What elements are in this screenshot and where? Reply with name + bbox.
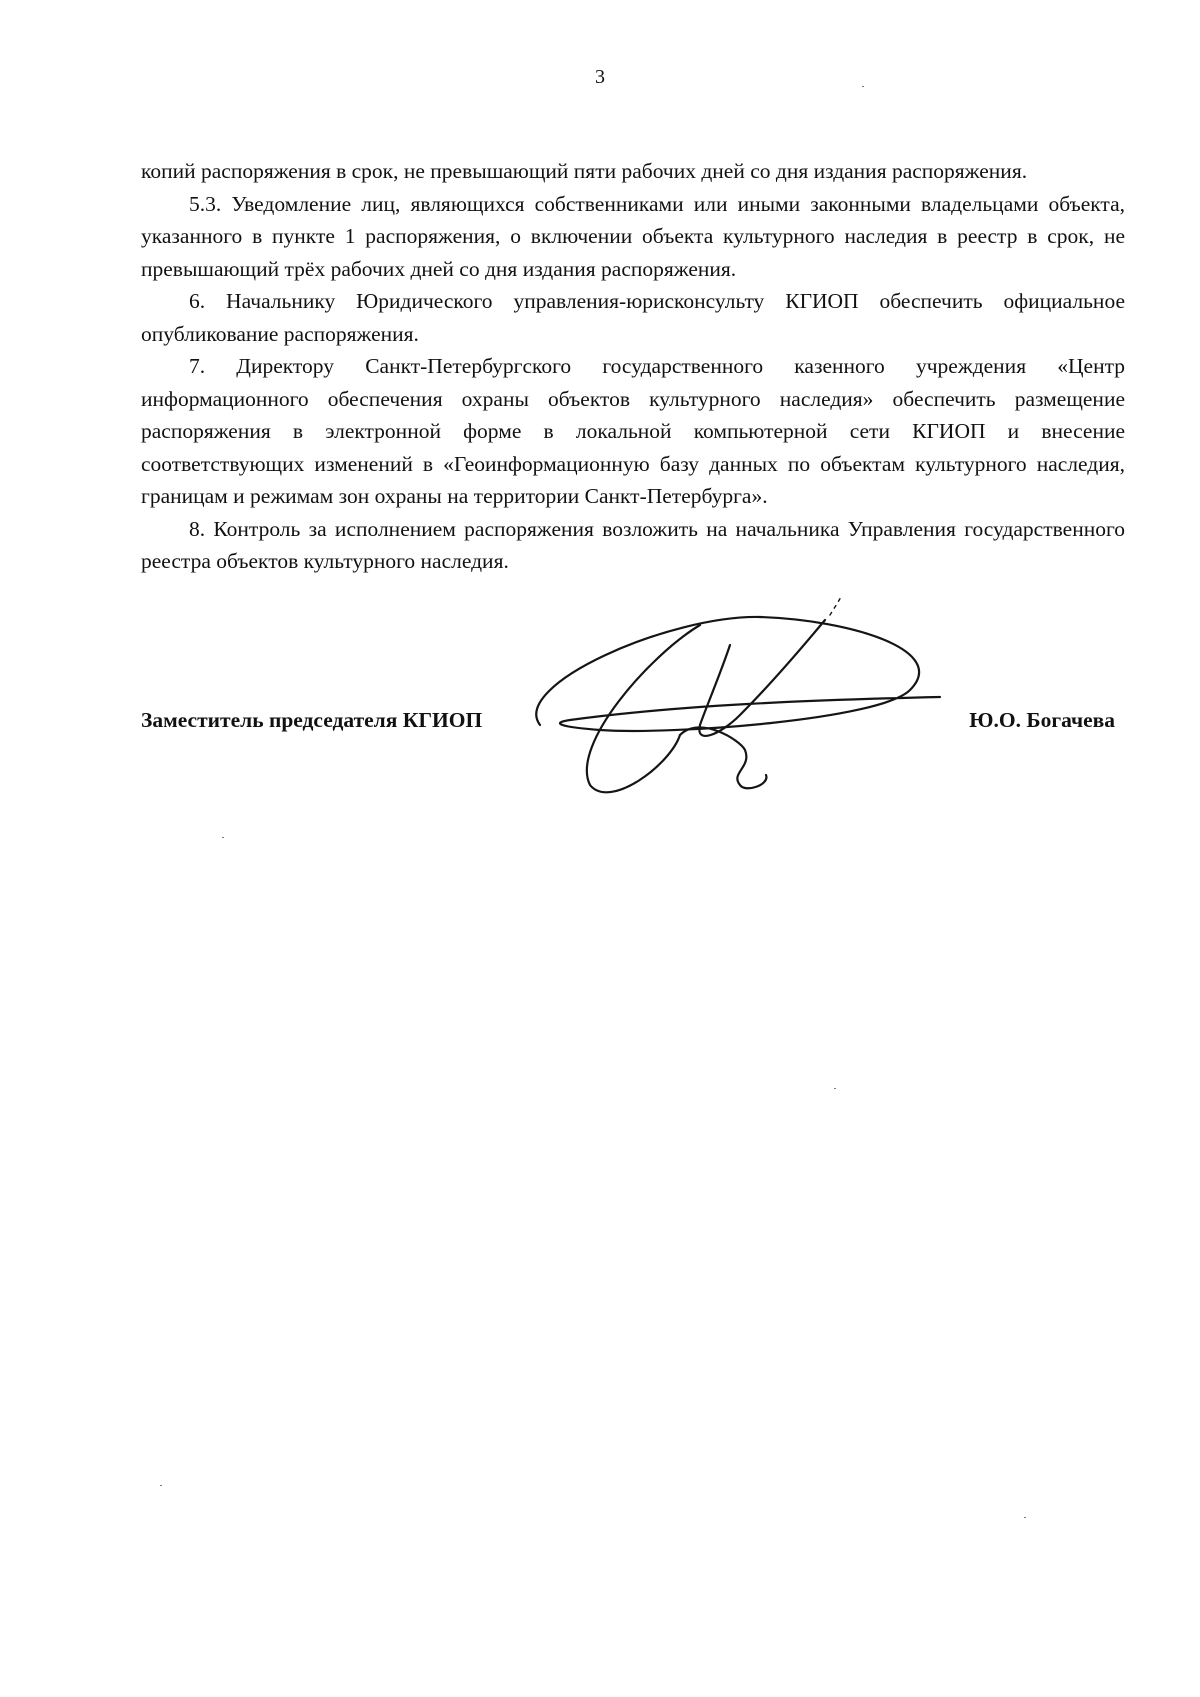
scan-speck	[834, 1088, 836, 1089]
signatory-name: Ю.О. Богачева	[969, 708, 1115, 732]
scan-speck	[160, 1485, 162, 1486]
scan-speck	[222, 837, 224, 838]
paragraph-8: 8. Контроль за исполнением распоряжения возложить на начальника Управления государственного реестра объектов культурного наследия.	[141, 516, 1125, 573]
scan-speck	[1024, 1517, 1026, 1518]
signatory-position: Заместитель председателя КГИОП	[141, 708, 483, 732]
paragraph-6: 6. Начальнику Юридического управления-юрисконсульту КГИОП обеспечить официальное опубликование распоряжения.	[141, 289, 1125, 346]
scan-speck	[862, 86, 864, 87]
signature-block	[141, 708, 1125, 742]
handwritten-signature	[530, 595, 980, 815]
document-body	[141, 155, 1125, 578]
paragraph-5-3: 5.3. Уведомление лиц, являющихся собственниками или иными законными владельцами объекта, указанного в пункте 1 распоряжения, о включении объекта культурного наследия в реестр в срок, не превышающий трёх рабочих дней со дня издания распоряжения.	[141, 191, 1125, 281]
paragraph-7: 7. Директору Санкт-Петербургского государственного казенного учреждения «Центр информационного обеспечения охраны объектов культурного наследия» обеспечить размещение распоряжения в электронной форме в локальной компьютерной сети КГИОП и внесение соответствующих изменений в «Геоинформационную базу данных по объектам культурного наследия, границам и режимам зон охраны на территории Санкт-Петербурга».	[141, 354, 1125, 508]
paragraph-continuation: копий распоряжения в срок, не превышающий пяти рабочих дней со дня издания распоряжения.	[141, 159, 1028, 183]
page-number: 3	[595, 66, 605, 88]
